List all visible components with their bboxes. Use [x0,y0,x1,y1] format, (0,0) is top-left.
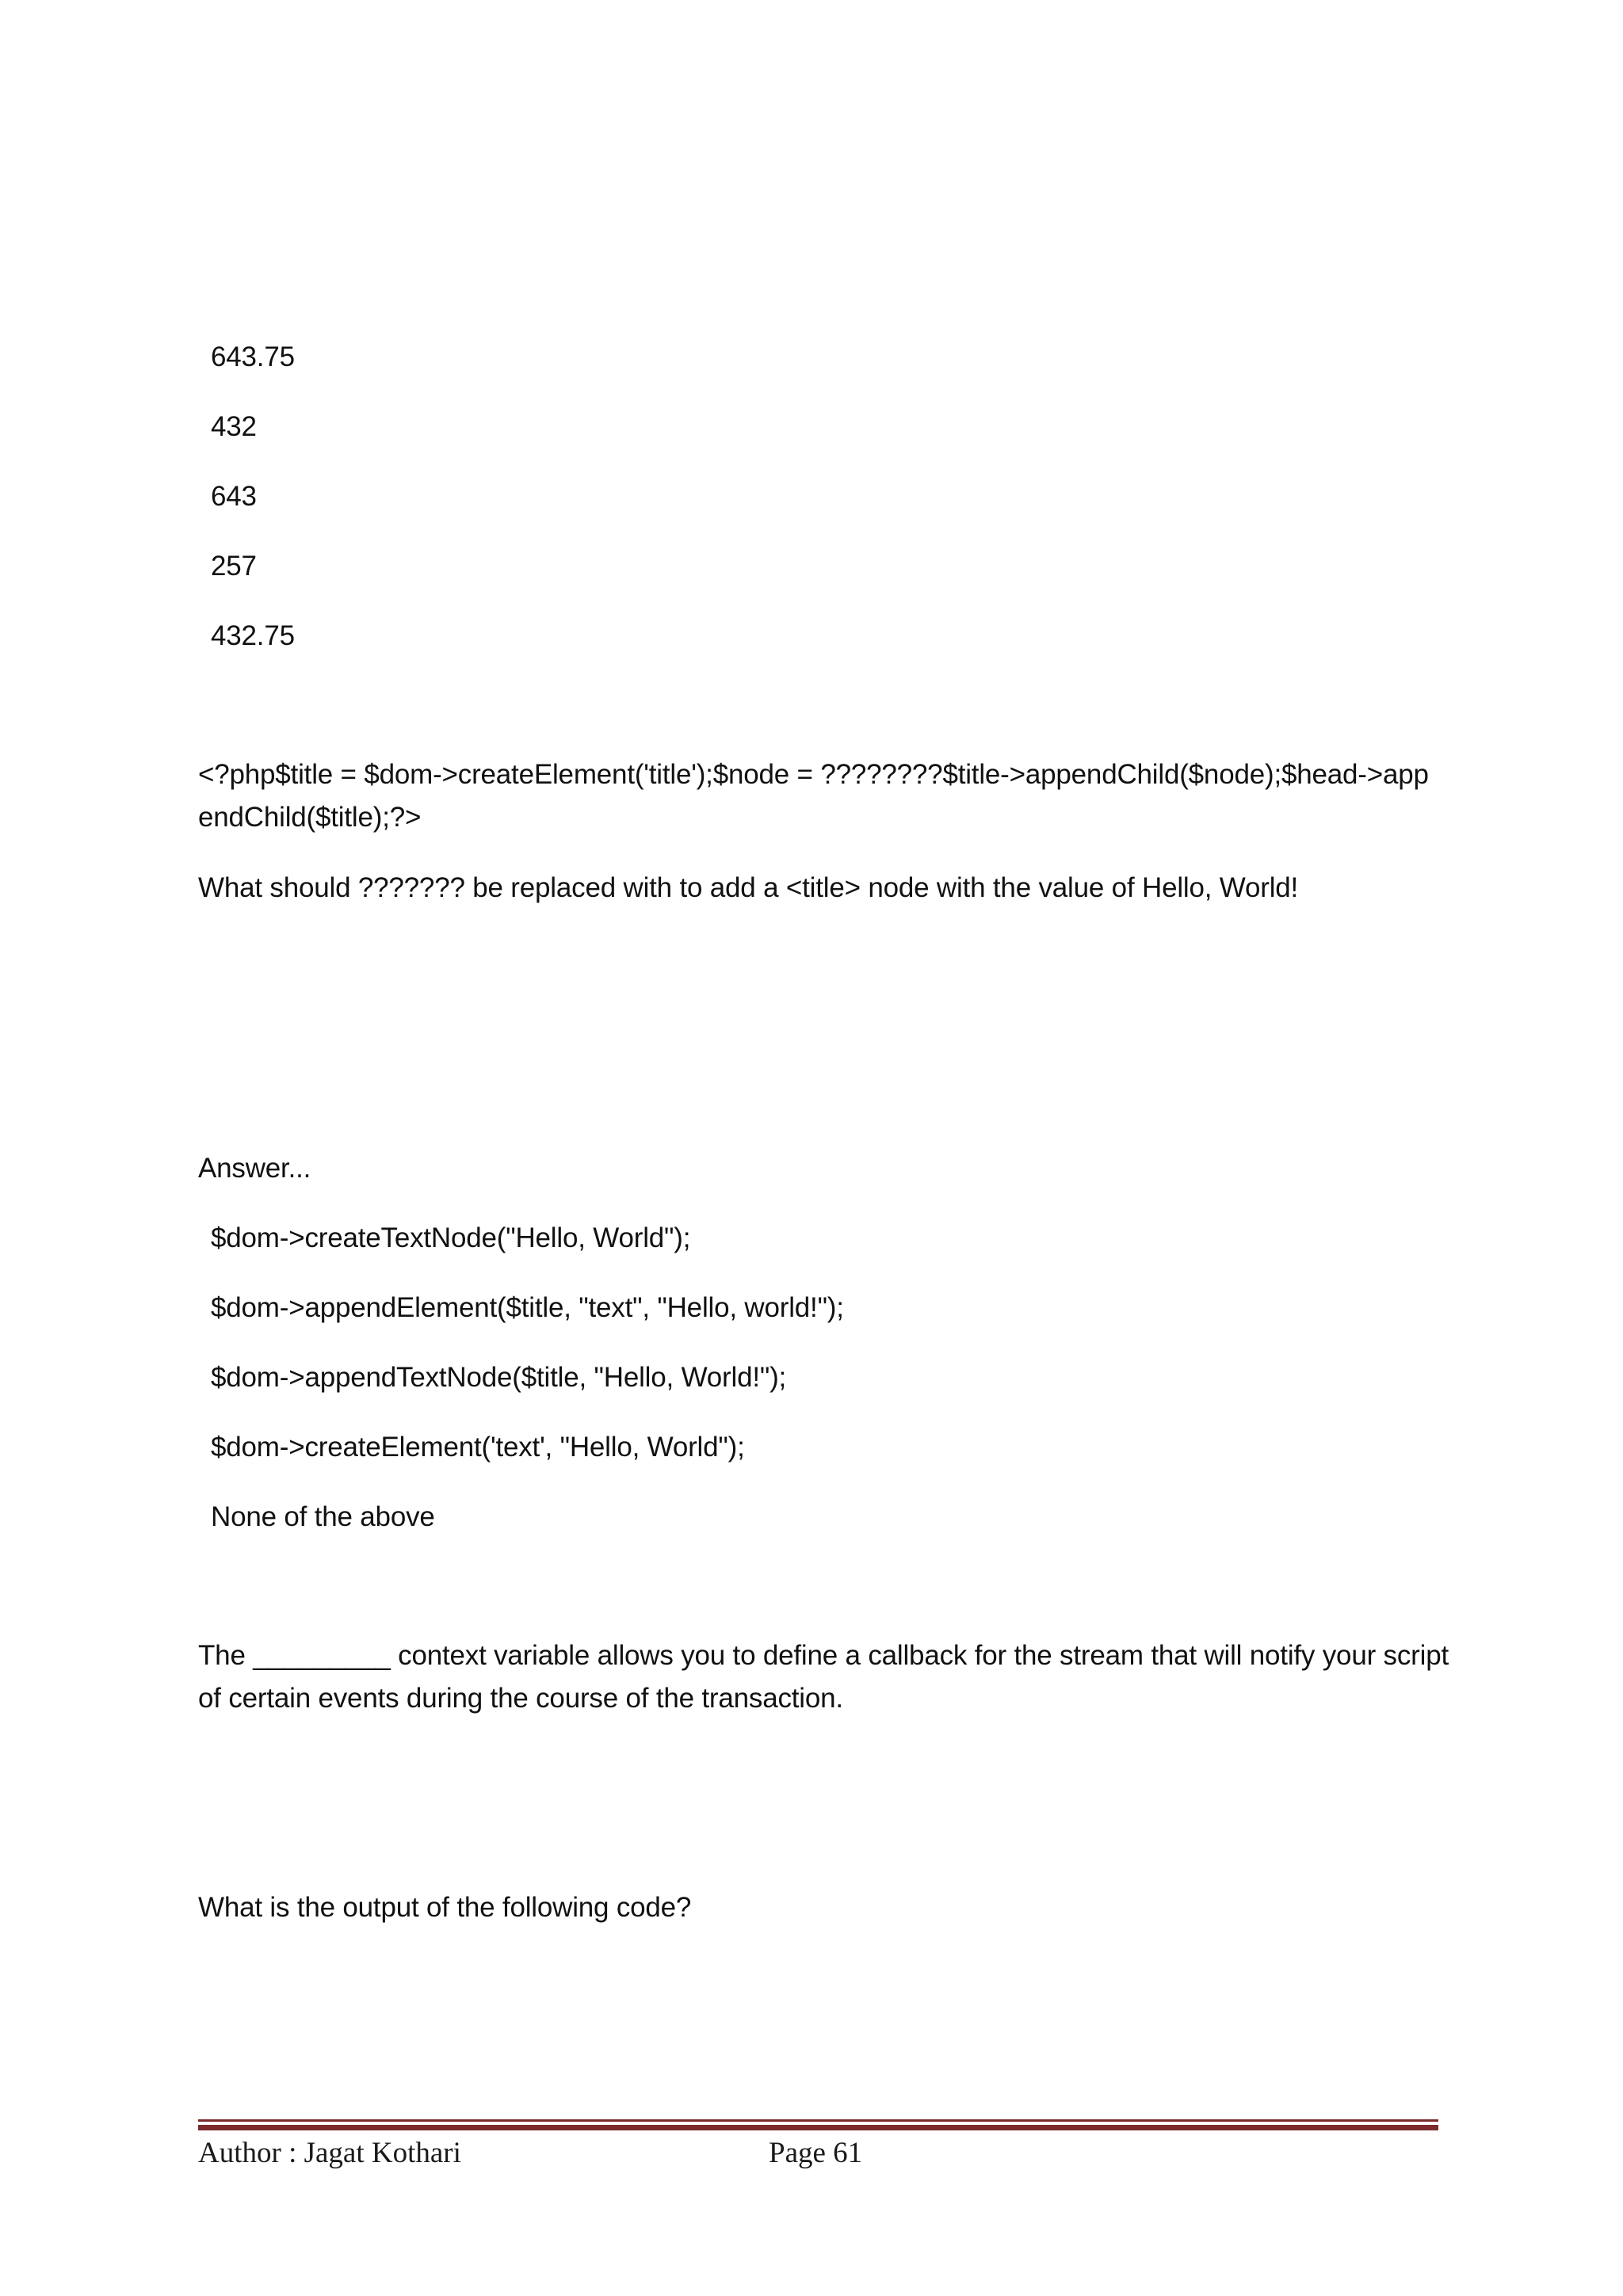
footer-author: Author : Jagat Kothari [198,2137,461,2169]
option-text: $dom->appendElement($title, "text", "Hello, world!"); [211,1292,844,1323]
question-text: What is the output of the following code? [198,1892,692,1923]
option-text: 432 [211,411,257,442]
option-text: $dom->createElement('text', "Hello, World"); [211,1432,745,1463]
footer-page-number: Page 61 [769,2137,863,2169]
footer-divider [198,2119,1438,2122]
footer-divider [198,2125,1438,2130]
answer-label: Answer... [198,1153,311,1184]
option-text: $dom->createTextNode("Hello, World"); [211,1222,691,1253]
option-text: 643.75 [211,341,295,372]
option-text: $dom->appendTextNode($title, "Hello, World!"); [211,1362,787,1393]
option-text: 643 [211,481,257,512]
question-text: The _________ context variable allows you to define a callback for the stream that will notify your script of certain events during the course of the transaction. [198,1640,1449,1714]
question-prompt: What should ??????? be replaced with to add a <title> node with the value of Hello, World! [198,872,1299,903]
option-text: 257 [211,551,257,582]
question-code: <?php$title = $dom->createElement('title');$node = ????????$title->appendChild($node);$head->appendChild($title);?> [198,759,1429,833]
option-text: None of the above [211,1501,435,1532]
option-text: 432.75 [211,620,295,651]
